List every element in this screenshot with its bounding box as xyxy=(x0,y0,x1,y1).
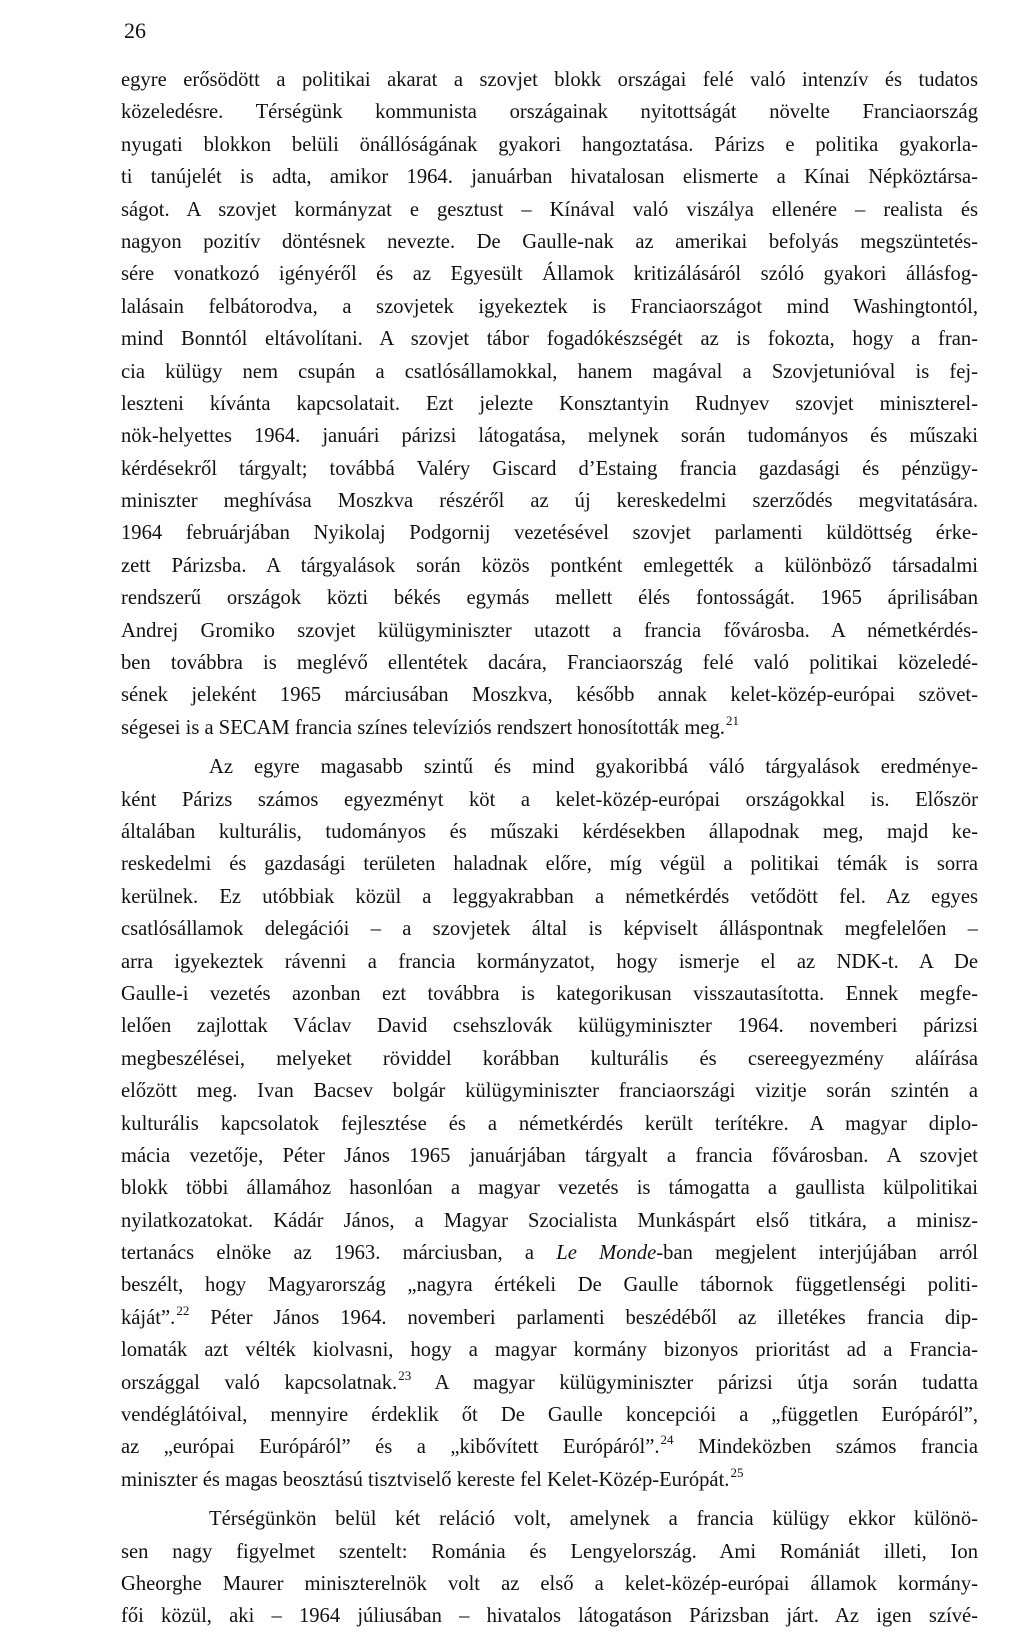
text-line: közeledésre. Térségünk kommunista országainak nyitottságát növelte Franciaország xyxy=(121,101,978,124)
text-line: nagyon pozitív döntésnek nevezte. De Gaulle-nak az amerikai befolyás megszüntetés- xyxy=(121,230,978,253)
text-line: cia külügy nem csupán a csatlósállamokkal, hanem magával a Szovjetunióval is fej- xyxy=(121,360,978,383)
text-line: lalásain felbátorodva, a szovjetek igyekeztek is Franciaországot mind Washingtontól, xyxy=(121,295,978,318)
text-line-with-footnote xyxy=(121,1367,978,1399)
text-segment: Péter János 1964. novemberi parlamenti beszédéből az illetékes francia dip- xyxy=(189,1306,978,1329)
text-line: arra igyekeztek rávenni a francia kormányzatot, hogy ismerje el az NDK-t. A De xyxy=(121,950,978,973)
text-segment: az „európai Európáról” és a „kibővített Európáról”. xyxy=(121,1436,660,1459)
text-line: miniszter meghívása Moszkva részéről az új kereskedelmi szerződés megvitatására. xyxy=(121,490,978,513)
text-segment: A magyar külügyminiszter párizsi útja során tudatta xyxy=(411,1371,978,1394)
footnote-ref-22: 22 xyxy=(176,1302,190,1318)
text-line: fői közül, aki – 1964 júliusában – hivatalos látogatáson Párizsban járt. Az igen szívé- xyxy=(121,1605,978,1628)
text-line: ben továbbra is meglévő ellentétek dacára, Franciaország felé való politikai közeledé- xyxy=(121,652,978,675)
text-line: lelően zajlottak Václav David csehszlovák külügyminiszter 1964. novemberi párizsi xyxy=(121,1015,978,1038)
text-segment: tertanács elnöke az 1963. márciusban, a xyxy=(121,1242,557,1265)
text-line: kérdésekről tárgyalt; továbbá Valéry Giscard d’Estaing francia gazdasági és pénzügy- xyxy=(121,457,978,480)
text-line: nyilatkozatokat. Kádár János, a Magyar Szocialista Munkáspárt első titkára, a minisz- xyxy=(121,1209,978,1232)
text-line: ként Párizs számos egyezményt köt a kelet-közép-európai országokkal is. Először xyxy=(121,788,978,811)
text-segment: ségesei is a SECAM francia színes televíziós rendszert honosították meg. xyxy=(121,716,725,739)
text-line: Térségünkön belül két reláció volt, amelynek a francia külügy ekkor különö- xyxy=(209,1508,978,1531)
text-line-with-footnote xyxy=(121,1431,978,1463)
text-line-with-footnote xyxy=(121,1464,978,1496)
text-line: Az egyre magasabb szintű és mind gyakoribbá váló tárgyalások eredménye- xyxy=(209,756,978,779)
text-line: általában kulturális, tudományos és műszaki kérdésekben állapodnak meg, majd ke- xyxy=(121,820,978,843)
text-line: zett Párizsba. A tárgyalások során közös pontként emlegették a különböző társadalmi xyxy=(121,554,978,577)
text-segment: káját”. xyxy=(121,1306,176,1329)
text-segment: -ban megjelent interjújában arról xyxy=(656,1242,978,1265)
text-line: kerülnek. Ez utóbbiak közül a leggyakrabban a németkérdés vetődött fel. Az egyes xyxy=(121,885,978,908)
text-line: csatlósállamok delegációi – a szovjetek által is képviselt álláspontnak megfelelően – xyxy=(121,918,978,941)
text-line: blokk többi államához hasonlóan a magyar vezetés is támogatta a gaullista külpolitikai xyxy=(121,1177,978,1200)
text-line: mácia vezetője, Péter János 1965 januárjában tárgyalt a francia fővárosban. A szovjet xyxy=(121,1144,978,1167)
paragraph-gap xyxy=(121,744,978,751)
text-line: rendszerű országok közti békés egymás mellett élés fontosságát. 1965 áprilisában xyxy=(121,587,978,610)
text-line: lomaták azt vélték kiolvasni, hogy a magyar kormány bizonyos prioritást ad a Francia- xyxy=(121,1339,978,1362)
text-line: előzött meg. Ivan Bacsev bolgár külügyminiszter franciaországi vizitje során szintén a xyxy=(121,1080,978,1103)
text-line: nök-helyettes 1964. januári párizsi látogatása, melynek során tudományos és műszaki xyxy=(121,425,978,448)
footnote-ref-24: 24 xyxy=(660,1432,674,1448)
newspaper-title: Le Monde xyxy=(556,1242,657,1265)
paragraph-1 xyxy=(121,64,978,744)
text-line-with-footnote xyxy=(121,712,978,744)
text-line: vendéglátóival, mennyire érdeklik őt De Gaulle koncepciói a „független Európáról”, xyxy=(121,1404,978,1427)
footnote-ref-25: 25 xyxy=(730,1464,744,1480)
paragraph-3 xyxy=(121,1503,978,1633)
page-number: 26 xyxy=(124,18,146,43)
text-segment: miniszter és magas beosztású tisztviselő kereste fel Kelet-Közép-Európát. xyxy=(121,1468,730,1491)
footnote-ref-21: 21 xyxy=(725,712,739,728)
footnote-ref-23: 23 xyxy=(398,1367,412,1383)
text-line: ságot. A szovjet kormányzat e gesztust – Kínával való viszálya ellenére – realista és xyxy=(121,198,978,221)
text-line: reskedelmi és gazdasági területen haladnak előre, míg végül a politikai témák is sorra xyxy=(121,853,978,876)
text-line: Gaulle-i vezetés azonban ezt továbbra is kategorikusan visszautasította. Ennek megfe- xyxy=(121,982,978,1005)
text-line: ti tanújelét is adta, amikor 1964. januárban hivatalosan elismerte a Kínai Népköztársa- xyxy=(121,166,978,189)
text-line: Andrej Gromiko szovjet külügyminiszter utazott a francia fővárosba. A németkérdés- xyxy=(121,619,978,642)
text-line: kulturális kapcsolatok fejlesztése és a németkérdés került terítékre. A magyar diplo- xyxy=(121,1112,978,1135)
body-text xyxy=(121,64,978,1633)
text-line: nyugati blokkon belüli önállóságának gyakori hangoztatása. Párizs e politika gyakorla- xyxy=(121,133,978,156)
text-line: egyre erősödött a politikai akarat a szovjet blokk országai felé való intenzív és tudatos xyxy=(121,69,978,91)
paragraph-2 xyxy=(121,751,978,1496)
text-line: sének jeleként 1965 márciusában Moszkva, később annak kelet-közép-európai szövet- xyxy=(121,684,978,707)
text-line: mind Bonntól eltávolítani. A szovjet tábor fogadókészségét az is fokozta, hogy a fran- xyxy=(121,328,978,351)
text-line: leszteni kívánta kapcsolatait. Ezt jelezte Konsztantyin Rudnyev szovjet miniszterel- xyxy=(121,392,978,415)
text-line: sére vonatkozó igényéről és az Egyesült Államok kritizálásáról szóló gyakori állásfog- xyxy=(121,263,978,286)
text-segment: országgal való kapcsolatnak. xyxy=(121,1371,398,1394)
paragraph-gap xyxy=(121,1496,978,1503)
text-line: beszélt, hogy Magyarország „nagyra értékeli De Gaulle tábornok függetlenségi politi- xyxy=(121,1274,978,1297)
text-segment: Mindeközben számos francia xyxy=(673,1436,978,1459)
text-line: Gheorghe Maurer miniszterelnök volt az első a kelet-közép-európai államok kormány- xyxy=(121,1572,978,1595)
text-line: megbeszélései, melyeket röviddel korábban kulturális és csereegyezmény aláírása xyxy=(121,1047,978,1070)
text-line: 1964 februárjában Nyikolaj Podgornij vezetésével szovjet parlamenti küldöttség érke- xyxy=(121,522,978,545)
text-line: sen nagy figyelmet szentelt: Románia és Lengyelország. Ami Romániát illeti, Ion xyxy=(121,1540,978,1563)
text-line-with-footnote xyxy=(121,1302,978,1334)
text-line-le-monde xyxy=(121,1237,978,1269)
